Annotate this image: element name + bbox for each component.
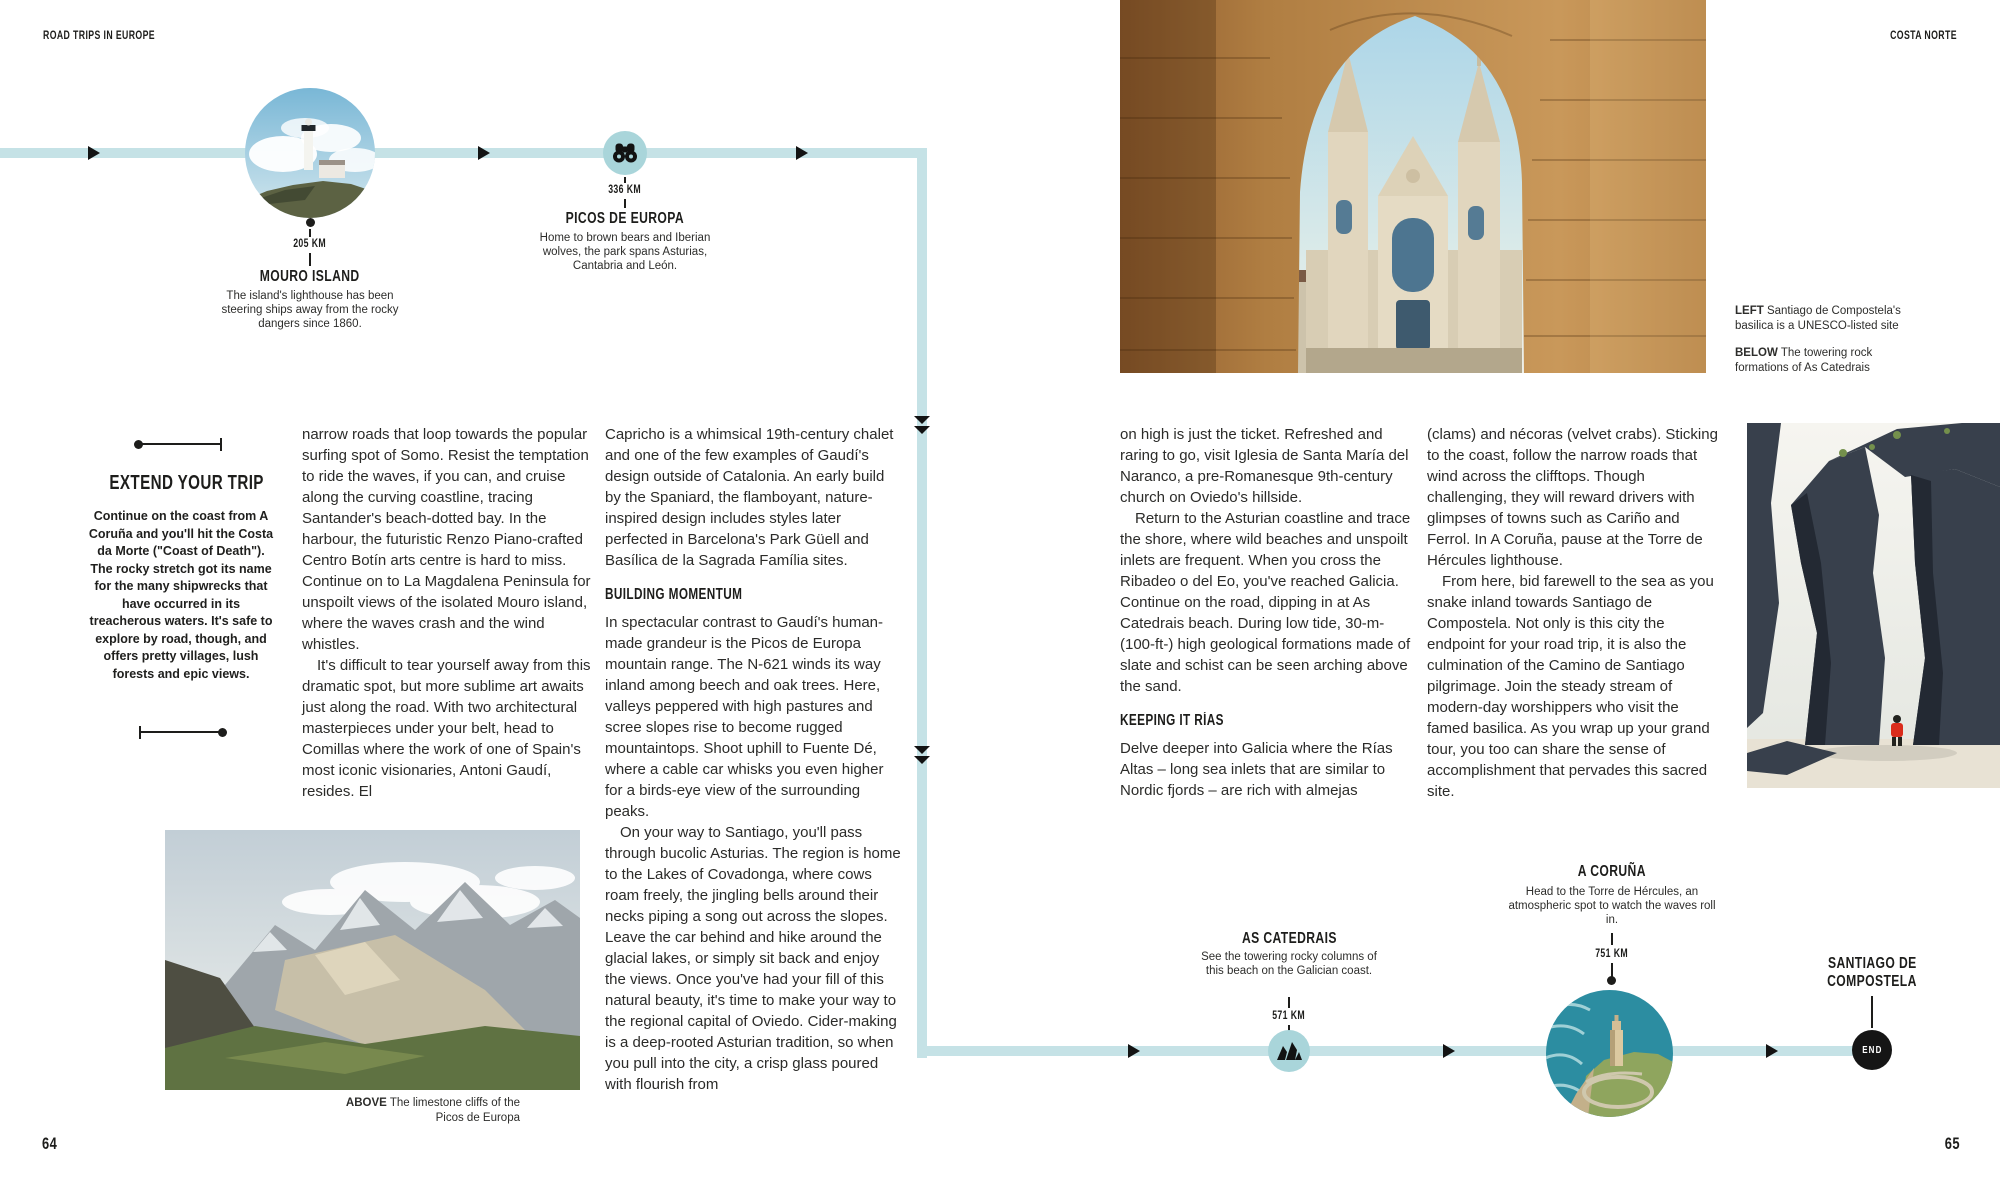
caption-label: LEFT xyxy=(1735,305,1764,317)
running-header-right-label: COSTA NORTE xyxy=(1890,30,1957,42)
photo-santiago-cathedral-arch xyxy=(1120,0,1706,373)
cathedral-illustration xyxy=(1120,0,1706,373)
route-line-vertical xyxy=(917,148,927,1058)
coruna-illustration xyxy=(1546,990,1673,1117)
picos-illustration xyxy=(165,830,580,1090)
stop-marker-picos xyxy=(603,131,647,175)
as-catedrais-illustration xyxy=(1747,423,2000,788)
connector-line xyxy=(309,229,311,237)
body-paragraph: narrow roads that loop towards the popular surfing spot of Somo. Resist the temptation to ride the waves, if you can, and cruise along the curving coastline, tracing Santander's beach-dotted bay. In the harbour, the futuristic Renzo Piano-crafted Centro Botín arts centre is hard to miss. Continue on to La Magdalena Peninsula for unspoilt views of the isolated Mouro island, where the waves crash and the wind whistles. xyxy=(302,426,591,653)
running-header-left xyxy=(43,30,190,42)
section-subhead: BUILDING MOMENTUM xyxy=(605,586,743,603)
stop-name-coruna: A CORUÑA xyxy=(1577,863,1647,880)
distance-label: 205 KM xyxy=(293,238,327,250)
deco-tick xyxy=(220,438,222,451)
stop-description-mouro: The island's lighthouse has been steering ships away from the rocky dangers since 1860. xyxy=(221,290,399,330)
body-paragraph: From here, bid farewell to the sea as you snake inland towards Santiago de Compostela. Not only is this city the endpoint for your road trip, it is also the culmination of the Camino de Santiago pilgrimage. Join the steady stream of modern-day worshippers who visit the famed basilica. As you wrap up your grand tour, you too can share the sense of accomplishment that pervades this sacred site. xyxy=(1427,573,1714,800)
section-subhead: KEEPING IT RÍAS xyxy=(1120,712,1224,729)
caption-label: BELOW xyxy=(1735,347,1778,359)
route-end-badge: END xyxy=(1852,1030,1892,1070)
body-paragraph: on high is just the ticket. Refreshed and raring to go, visit Iglesia de Santa María del Naranco, a pre-Romanesque 9th-century church on Oviedo's hillside. xyxy=(1120,426,1409,506)
photo-torre-de-hercules xyxy=(1546,990,1673,1117)
connector-line xyxy=(1288,997,1290,1008)
running-header-right xyxy=(1757,30,1957,42)
deco-line xyxy=(141,731,221,733)
mouro-lighthouse-illustration xyxy=(245,88,375,218)
connector-line xyxy=(1871,996,1873,1028)
article-column-4 xyxy=(1427,424,1719,802)
route-arrow-icon xyxy=(1766,1044,1778,1058)
caption-text: Santiago de Compostela's basilica is a UNESCO-listed site xyxy=(1735,305,1901,332)
extend-trip-title: EXTEND YOUR TRIP xyxy=(109,472,264,494)
article-column-2 xyxy=(605,424,901,1095)
route-stop-dot xyxy=(306,218,315,227)
body-paragraph: On your way to Santiago, you'll pass through bucolic Asturias. The region is home to the Lakes of Covadonga, where cows roam freely, the jingling bells around their necks piping a song out across the slopes. Leave the car behind and hike around the glacial lakes, or simply sit back and enjoy the views. Once you've had your fill of this natural beauty, it's time to make your way to the regional capital of Oviedo. Cider-making is a deep-rooted Asturian tradition, so when you pull into the city, a crisp glass poured with flourish from xyxy=(605,824,901,1093)
caption-cathedral xyxy=(1735,304,1930,333)
distance-label: 751 KM xyxy=(1595,948,1629,960)
caption-picos xyxy=(330,1096,520,1125)
route-arrow-icon xyxy=(1443,1044,1455,1058)
body-paragraph: (clams) and nécoras (velvet crabs). Sticking to the coast, follow the narrow roads that wind across the clifftops. Though challenging, they will reward drivers with glimpses of towns such as Cariño and Ferrol. In A Coruña, pause at the Torre de Hércules lighthouse. xyxy=(1427,426,1718,569)
caption-text: The towering rock formations of As Catedrais xyxy=(1735,347,1873,374)
stop-name-catedrais: AS CATEDRAIS xyxy=(1241,930,1337,947)
stop-description-coruna: Head to the Torre de Hércules, an atmospheric spot to watch the waves roll in. xyxy=(1508,886,1716,926)
caption-text: The limestone cliffs of the Picos de Europa xyxy=(389,1097,520,1124)
body-paragraph: It's difficult to tear yourself away from this dramatic spot, but more sublime art awaits just along the road. With two architectural masterpieces under your belt, head to Comillas where the work of one of Spain's most iconic visionaries, Antoni Gaudí, resides. El xyxy=(302,657,591,800)
running-header-left-label: ROAD TRIPS IN EUROPE xyxy=(43,30,156,42)
distance-label: 571 KM xyxy=(1272,1010,1306,1022)
route-chevron-down-icon xyxy=(914,756,930,764)
photo-mouro-lighthouse xyxy=(245,88,375,218)
stop-name-santiago: SANTIAGO DE COMPOSTELA xyxy=(1827,955,1917,990)
page-number-right: 65 xyxy=(1944,1134,1960,1153)
article-column-1 xyxy=(302,424,598,802)
route-chevron-down-icon xyxy=(914,416,930,424)
distance-label: 336 KM xyxy=(608,184,642,196)
article-column-3 xyxy=(1120,424,1416,801)
rock-columns-icon xyxy=(1275,1041,1303,1061)
stop-description-picos: Home to brown bears and Iberian wolves, the park spans Asturias, Cantabria and León. xyxy=(539,232,711,272)
route-chevron-down-icon xyxy=(914,746,930,754)
deco-dot xyxy=(218,728,227,737)
route-stop-dot xyxy=(1607,976,1616,985)
binoculars-icon xyxy=(612,143,638,163)
deco-line xyxy=(141,443,221,445)
extend-trip-body: Continue on the coast from A Coruña and you'll hit the Costa da Morte ("Coast of Death"). The rocky stretch got its name for the many shipwrecks that have occurred in its treacherous waters. It's safe to explore by road, though, and offers pretty villages, lush forests and epic views. xyxy=(88,509,274,681)
route-line-bottom xyxy=(917,1046,1872,1056)
caption-label: ABOVE xyxy=(345,1097,387,1109)
connector-line xyxy=(624,199,626,208)
photo-picos-de-europa-cliffs xyxy=(165,830,580,1090)
photo-as-catedrais-beach xyxy=(1747,423,2000,788)
route-chevron-down-icon xyxy=(914,426,930,434)
body-paragraph: In spectacular contrast to Gaudí's human-made grandeur is the Picos de Europa mountain range. The N-621 winds its way inland among beech and oak trees. Here, valleys peppered with high pastures and scree slopes rise to become rugged mountaintops. Shoot uphill to Fuente Dé, where a cable car whisks you even higher for a birds-eye view of the surrounding peaks. xyxy=(605,614,884,820)
body-paragraph: Delve deeper into Galicia where the Rías Altas – long sea inlets that are similar to Nordic fjords – are rich with almejas xyxy=(1120,740,1393,799)
connector-line xyxy=(1611,933,1613,945)
route-arrow-icon xyxy=(88,146,100,160)
connector-line xyxy=(624,177,626,183)
route-arrow-icon xyxy=(1128,1044,1140,1058)
body-paragraph: Capricho is a whimsical 19th-century chalet and one of the few examples of Gaudí's design outside of Catalonia. An early build by the Spaniard, the flamboyant, nature-inspired design includes styles later perfected in Barcelona's Park Güell and Basílica de la Sagrada Família sites. xyxy=(605,426,894,569)
route-line-top xyxy=(0,148,927,158)
body-paragraph: Return to the Asturian coastline and trace the shore, where wild beaches and unspoilt inlets are frequent. When you cross the Ribadeo o del Eo, you've reached Galicia. Continue on the road, dipping in at As Catedrais beach. During low tide, 30-m- (100-ft-) high geological formations made of slate and schist can be seen arching above the sand. xyxy=(1120,510,1411,695)
route-arrow-icon xyxy=(796,146,808,160)
stop-name-picos: PICOS DE EUROPA xyxy=(565,210,685,227)
stop-name-mouro: MOURO ISLAND xyxy=(260,268,360,285)
connector-line xyxy=(1611,963,1613,977)
connector-line xyxy=(309,253,311,266)
page-number-left: 64 xyxy=(42,1134,58,1153)
stop-description-catedrais: See the towering rocky columns of this beach on the Galician coast. xyxy=(1201,951,1377,977)
stop-marker-catedrais xyxy=(1268,1030,1310,1072)
caption-catedrais xyxy=(1735,346,1905,375)
route-arrow-icon xyxy=(478,146,490,160)
